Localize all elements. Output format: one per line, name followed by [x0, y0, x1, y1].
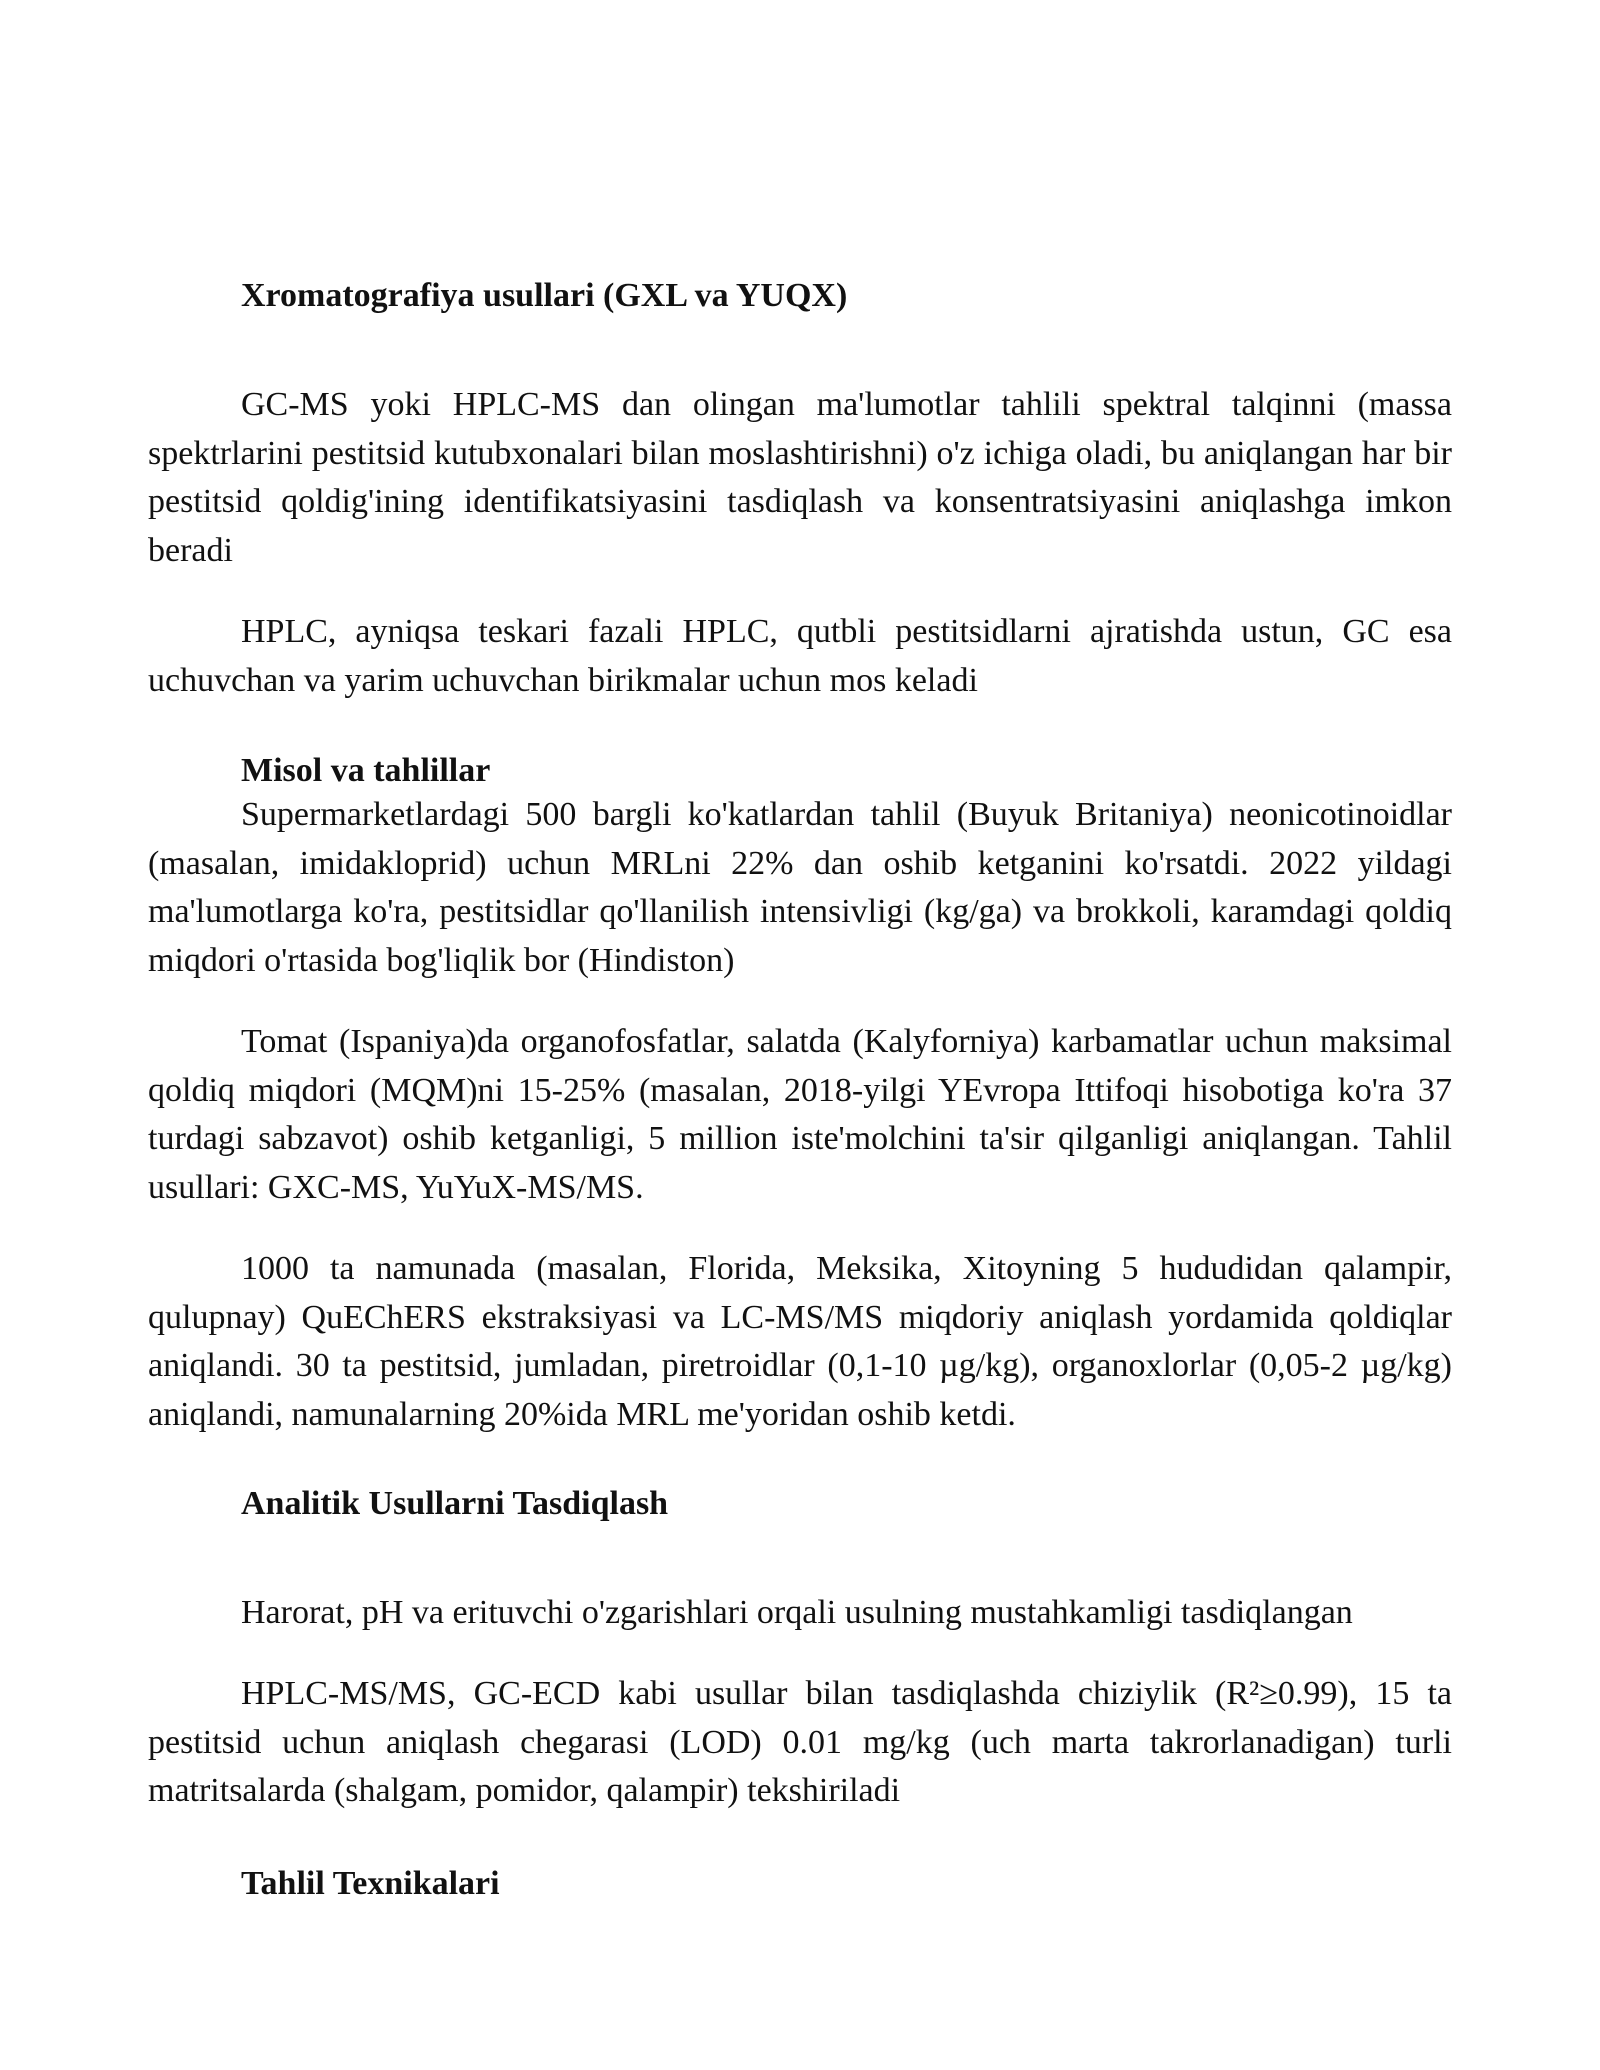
paragraph-data-analysis: GC-MS yoki HPLC-MS dan olingan ma'lumotlar tahlili spektral talqinni (massa spektrlarini pestitsid kutubxonalari bilan moslashtirishni) o'z ichiga oladi, bu aniqlangan har bir pestitsid qoldig'ining identifikatsiyasini tasdiqlash va konsentratsiyasini aniqlashga imkon beradi: [148, 386, 1452, 569]
section-heading-examples: Misol va tahlillar: [241, 752, 491, 789]
paragraph-hplc-gc: HPLC, ayniqsa teskari fazali HPLC, qutbli pestitsidlarni ajratishda ustun, GC esa uchuvchan va yarim uchuvchan birikmalar uchun mos keladi: [148, 613, 1452, 699]
section-heading-chromatography: Xromatografiya usullari (GXL va YUQX): [241, 277, 848, 314]
paragraph-1000-samples: 1000 ta namunada (masalan, Florida, Meksika, Xitoyning 5 hududidan qalampir, qulupnay) QuEChERS ekstraksiyasi va LC-MS/MS miqdoriy aniqlash yordamida qoldiqlar aniqlandi. 30 ta pestitsid, jumladan, piretroidlar (0,1-10 µg/kg), organoxlorlar (0,05-2 µg/kg) aniqlandi, namunalarning 20%ida MRL me'yoridan oshib ketdi.: [148, 1250, 1452, 1433]
paragraph-linearity-lod: HPLC-MS/MS, GC-ECD kabi usullar bilan tasdiqlashda chiziylik (R²≥0.99), 15 ta pestitsid uchun aniqlash chegarasi (LOD) 0.01 mg/kg (uch marta takrorlanadigan) turli matritsalarda (shalgam, pomidor, qalampir) tekshiriladi: [148, 1675, 1452, 1809]
paragraph-uk-analysis: Supermarketlardagi 500 bargli ko'katlardan tahlil (Buyuk Britaniya) neonicotinoidlar (masalan, imidakloprid) uchun MRLni 22% dan oshib ketganini ko'rsatdi. 2022 yildagi ma'lumotlarga ko'ra, pestitsidlar qo'llanilish intensivligi (kg/ga) va brokkoli, karamdagi qoldiq miqdori o'rtasida bog'liqlik bor (Hindiston): [148, 796, 1452, 979]
section-heading-validation: Analitik Usullarni Tasdiqlash: [241, 1485, 669, 1522]
section-heading-techniques: Tahlil Texnikalari: [241, 1865, 500, 1902]
paragraph-spain-california: Tomat (Ispaniya)da organofosfatlar, salatda (Kalyforniya) karbamatlar uchun maksimal qoldiq miqdori (MQM)ni 15-25% (masalan, 2018-yilgi YEvropa Ittifoqi hisobotiga ko'ra 37 turdagi sabzavot) oshib ketganligi, 5 million iste'molchini ta'sir qilganligi aniqlangan. Tahlil usullari: GXC-MS, YuYuX-MS/MS.: [148, 1023, 1452, 1206]
paragraph-robustness: Harorat, pH va erituvchi o'zgarishlari orqali usulning mustahkamligi tasdiqlangan: [241, 1594, 1353, 1631]
